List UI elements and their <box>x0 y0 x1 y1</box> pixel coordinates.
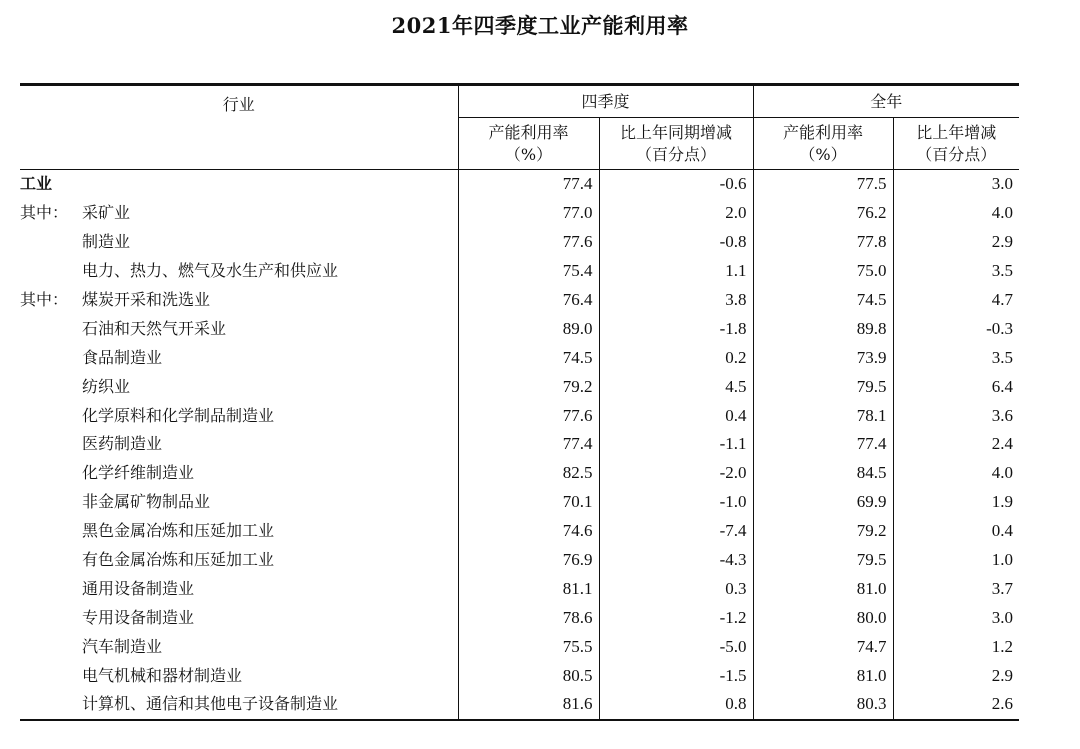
q4-change-cell: 0.8 <box>599 690 753 720</box>
table-row <box>20 690 1019 720</box>
industry-name: 石油和天然气开采业 <box>82 318 227 338</box>
q4-change-cell: -1.8 <box>599 314 753 343</box>
q4-rate-cell: 77.0 <box>458 199 599 228</box>
table-row <box>20 574 1019 603</box>
industry-name: 化学纤维制造业 <box>82 463 195 483</box>
q4-change-cell: 0.4 <box>599 401 753 430</box>
year-rate-cell: 89.8 <box>753 314 893 343</box>
industry-cell <box>20 199 458 228</box>
table-row <box>20 372 1019 401</box>
q4-rate-cell: 81.1 <box>458 574 599 603</box>
industry-cell <box>20 372 458 401</box>
industry-name: 非金属矿物制品业 <box>82 492 211 512</box>
year-change-cell: 0.4 <box>893 517 1019 546</box>
industry-name: 医药制造业 <box>82 434 163 454</box>
year-change-cell: 3.5 <box>893 343 1019 372</box>
year-rate-cell: 76.2 <box>753 199 893 228</box>
q4-rate-cell: 78.6 <box>458 603 599 632</box>
industry-name: 汽车制造业 <box>82 636 163 656</box>
year-rate-cell: 74.7 <box>753 632 893 661</box>
year-rate-cell: 77.5 <box>753 170 893 199</box>
q4-change-cell: -1.5 <box>599 661 753 690</box>
year-change-cell: 2.4 <box>893 430 1019 459</box>
q4-rate-cell: 89.0 <box>458 314 599 343</box>
industry-cell <box>20 488 458 517</box>
q4-rate-cell: 70.1 <box>458 488 599 517</box>
industry-cell <box>20 661 458 690</box>
q4-rate-cell: 76.4 <box>458 286 599 315</box>
industry-cell <box>20 574 458 603</box>
table-row <box>20 314 1019 343</box>
industry-name: 电力、热力、燃气及水生产和供应业 <box>82 261 339 281</box>
year-change-cell: 3.0 <box>893 170 1019 199</box>
q4-rate-cell: 80.5 <box>458 661 599 690</box>
q4-change-cell: 1.1 <box>599 257 753 286</box>
year-change-cell: 4.0 <box>893 459 1019 488</box>
industry-name: 电气机械和器材制造业 <box>82 665 243 685</box>
year-change-header: 比上年增减 （百分点） <box>893 118 1019 170</box>
table-row <box>20 517 1019 546</box>
year-rate-cell: 77.8 <box>753 228 893 257</box>
table-row <box>20 488 1019 517</box>
q4-change-header: 比上年同期增减 （百分点） <box>599 118 753 170</box>
industry-cell <box>20 228 458 257</box>
q4-change-cell: 2.0 <box>599 199 753 228</box>
industry-name: 食品制造业 <box>82 347 163 367</box>
table-body <box>20 170 1019 720</box>
year-change-cell: 2.9 <box>893 228 1019 257</box>
q4-change-cell: -1.2 <box>599 603 753 632</box>
q4-change-cell: 0.2 <box>599 343 753 372</box>
year-rate-cell: 80.3 <box>753 690 893 720</box>
year-rate-cell: 80.0 <box>753 603 893 632</box>
year-rate-cell: 84.5 <box>753 459 893 488</box>
q4-change-cell: -4.3 <box>599 546 753 575</box>
q4-rate-cell: 76.9 <box>458 546 599 575</box>
industry-cell <box>20 401 458 430</box>
industry-name: 黑色金属冶炼和压延加工业 <box>82 521 275 541</box>
table-header <box>20 85 1019 170</box>
q4-change-cell: 3.8 <box>599 286 753 315</box>
capacity-utilization-table <box>20 83 1019 721</box>
year-rate-cell: 77.4 <box>753 430 893 459</box>
q4-rate-cell: 77.4 <box>458 430 599 459</box>
q4-rate-cell: 82.5 <box>458 459 599 488</box>
year-rate-cell: 69.9 <box>753 488 893 517</box>
industry-cell <box>20 286 458 315</box>
table-row <box>20 401 1019 430</box>
industry-name: 通用设备制造业 <box>82 578 195 598</box>
q4-change-cell: -2.0 <box>599 459 753 488</box>
q4-change-cell: 0.3 <box>599 574 753 603</box>
q4-change-cell: -5.0 <box>599 632 753 661</box>
industry-name: 纺织业 <box>82 376 131 396</box>
industry-column-header: 行业 <box>20 85 458 170</box>
table-row <box>20 343 1019 372</box>
year-rate-cell: 73.9 <box>753 343 893 372</box>
year-change-cell: 4.0 <box>893 199 1019 228</box>
year-change-cell: 3.5 <box>893 257 1019 286</box>
table-row <box>20 257 1019 286</box>
industry-cell <box>20 314 458 343</box>
table-row <box>20 286 1019 315</box>
industry-cell <box>20 430 458 459</box>
industry-cell <box>20 343 458 372</box>
industry-cell <box>20 603 458 632</box>
q4-rate-cell: 79.2 <box>458 372 599 401</box>
industry-name: 工业 <box>20 174 53 194</box>
q4-rate-cell: 81.6 <box>458 690 599 720</box>
industry-prefix: 其中： <box>20 203 69 223</box>
year-change-cell: 6.4 <box>893 372 1019 401</box>
industry-cell <box>20 517 458 546</box>
industry-name: 煤炭开采和洗选业 <box>82 290 211 309</box>
q4-group-header: 四季度 <box>458 85 753 118</box>
q4-rate-cell: 77.6 <box>458 401 599 430</box>
table-row <box>20 632 1019 661</box>
q4-change-cell: -0.8 <box>599 228 753 257</box>
table-row <box>20 661 1019 690</box>
year-rate-cell: 79.5 <box>753 372 893 401</box>
industry-cell <box>20 632 458 661</box>
q4-rate-cell: 77.4 <box>458 170 599 199</box>
industry-cell <box>20 459 458 488</box>
year-change-cell: 2.9 <box>893 661 1019 690</box>
year-rate-cell: 81.0 <box>753 574 893 603</box>
year-change-cell: 2.6 <box>893 690 1019 720</box>
industry-prefix: 其中： <box>20 290 69 309</box>
q4-change-cell: -1.0 <box>599 488 753 517</box>
q4-rate-cell: 75.5 <box>458 632 599 661</box>
header-row-1 <box>20 85 1019 118</box>
year-change-cell: 3.7 <box>893 574 1019 603</box>
industry-cell <box>20 170 458 199</box>
year-change-cell: 1.9 <box>893 488 1019 517</box>
q4-change-cell: -0.6 <box>599 170 753 199</box>
table-row <box>20 546 1019 575</box>
year-change-cell: 4.7 <box>893 286 1019 315</box>
q4-change-cell: -1.1 <box>599 430 753 459</box>
q4-rate-cell: 77.6 <box>458 228 599 257</box>
industry-name: 采矿业 <box>82 203 131 223</box>
year-change-cell: 3.0 <box>893 603 1019 632</box>
industry-name: 计算机、通信和其他电子设备制造业 <box>82 694 339 714</box>
year-change-cell: 1.0 <box>893 546 1019 575</box>
industry-name: 化学原料和化学制品制造业 <box>82 405 275 425</box>
industry-cell <box>20 690 458 720</box>
table-row <box>20 228 1019 257</box>
industry-name: 专用设备制造业 <box>82 607 195 627</box>
q4-rate-header: 产能利用率 （%） <box>458 118 599 170</box>
industry-cell <box>20 257 458 286</box>
year-rate-cell: 78.1 <box>753 401 893 430</box>
year-group-header: 全年 <box>753 85 1019 118</box>
table-row <box>20 430 1019 459</box>
q4-rate-cell: 75.4 <box>458 257 599 286</box>
table-row <box>20 199 1019 228</box>
q4-change-cell: -7.4 <box>599 517 753 546</box>
q4-change-cell: 4.5 <box>599 372 753 401</box>
table-title: 2021年四季度工业产能利用率 <box>391 13 689 38</box>
industry-name: 制造业 <box>82 232 131 252</box>
table-row <box>20 170 1019 199</box>
q4-rate-cell: 74.5 <box>458 343 599 372</box>
industry-name: 有色金属冶炼和压延加工业 <box>82 550 275 570</box>
year-change-cell: -0.3 <box>893 314 1019 343</box>
year-rate-cell: 79.5 <box>753 546 893 575</box>
q4-rate-cell: 74.6 <box>458 517 599 546</box>
year-rate-header: 产能利用率 （%） <box>753 118 893 170</box>
table-row <box>20 603 1019 632</box>
year-rate-cell: 81.0 <box>753 661 893 690</box>
year-change-cell: 3.6 <box>893 401 1019 430</box>
year-rate-cell: 74.5 <box>753 286 893 315</box>
table-row <box>20 459 1019 488</box>
industry-cell <box>20 546 458 575</box>
year-rate-cell: 75.0 <box>753 257 893 286</box>
year-change-cell: 1.2 <box>893 632 1019 661</box>
year-rate-cell: 79.2 <box>753 517 893 546</box>
